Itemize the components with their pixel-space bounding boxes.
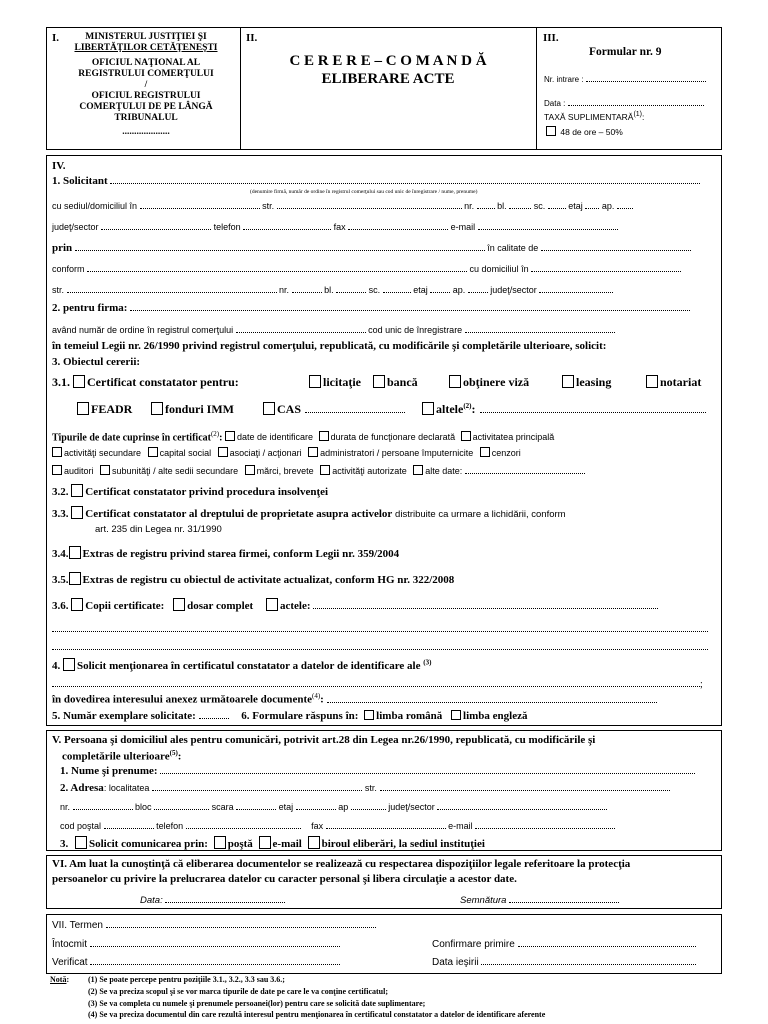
address2-sc-label: sc. [368, 285, 381, 295]
urgent-48h-checkbox[interactable] [546, 126, 556, 136]
altele-label: altele [436, 402, 464, 416]
sediu-ap-field[interactable] [617, 199, 633, 209]
data-types-row-1: Tipurile de date cuprinse în certificat$^{(2)}$: date de identificare durata de funcţionare declarată activitatea principală [52, 430, 555, 444]
v-scara-field[interactable] [236, 800, 276, 810]
email-comm-checkbox[interactable] [259, 836, 271, 849]
copii-checkbox[interactable] [71, 598, 83, 611]
copies-row [52, 709, 528, 722]
romana-label: limba română [376, 710, 443, 722]
feadr-option[interactable] [77, 402, 132, 417]
ministry-line-2: LIBERTĂŢILOR CETĂŢENEŞTI [74, 43, 218, 53]
notariat-checkbox[interactable] [646, 375, 658, 388]
data-types-row-2 [52, 447, 521, 458]
v-scara-label: scara [211, 802, 234, 812]
extras-stare-row[interactable] [52, 546, 399, 560]
copies-field[interactable] [199, 709, 229, 719]
sediu-nr-label: nr. [464, 201, 475, 211]
v-email-label: e-mail [448, 821, 473, 831]
altele-checkbox[interactable] [422, 402, 434, 415]
leasing-option[interactable] [562, 375, 611, 390]
v-name-field[interactable] [160, 764, 695, 774]
leasing-label: leasing [576, 375, 612, 389]
licitatie-label: licitaţie [323, 375, 361, 389]
note-4: (4) Se va preciza documentul din care rezultă interesul pentru menţionarea în certificatul constatator a datelor de identificare aferente [88, 1010, 546, 1019]
proof-field[interactable] [327, 693, 657, 703]
active-note: distribuite ca urmare a lichidării, conform [395, 509, 566, 520]
domiciliu-label: cu domiciliul în [469, 264, 529, 274]
section-v-title-2-text: completările ulterioare [62, 750, 170, 763]
prin-field[interactable] [75, 241, 485, 251]
extras-stare-checkbox[interactable] [69, 546, 81, 559]
iesire-field[interactable] [481, 955, 696, 965]
v-locality-label: : localitatea [103, 783, 150, 793]
onrc-slash: / [144, 80, 148, 90]
t6-label: asociaţi / acţionari [229, 448, 302, 458]
address2-bl-label: bl. [324, 285, 334, 295]
email-comm-label: e-mail [272, 838, 302, 850]
sediu-etaj-label: etaj [568, 201, 583, 211]
banca-label: bancă [387, 375, 418, 389]
urgent-48h-label: 48 de ore – 50% [560, 127, 623, 137]
section-i-ministry [56, 32, 236, 138]
notes-label [50, 975, 69, 984]
v-str-field[interactable] [380, 781, 670, 791]
note-2: (2) Se va preciza scopul şi se vor marca tipurile de date pe care le va conţine certificatul; [88, 987, 389, 996]
altele-option[interactable]: altele$^{(2)}$: [422, 402, 706, 417]
entry-date-text: Data : [544, 99, 566, 108]
t2-label: durata de funcţionare declarată [330, 432, 456, 443]
section-i-number: I. [52, 32, 60, 44]
notes-label-text: Notă [50, 975, 67, 984]
v-judet-label: judeţ/sector [388, 802, 435, 812]
intocmit-row [52, 937, 340, 950]
cui-label: cod unic de înregistrare [368, 325, 463, 335]
copii-label: Copii certificate: [85, 600, 165, 612]
proof-footnote: (4) [312, 692, 321, 700]
judet-label: judeţ/sector [52, 222, 99, 232]
response-language-label: 6. Formulare răspuns în: [241, 710, 359, 722]
telefon-label: telefon [213, 222, 241, 232]
verificat-field[interactable] [90, 955, 340, 965]
v-fax-field[interactable] [326, 819, 446, 829]
sediu-nr-field[interactable] [477, 199, 495, 209]
onrc-line-2: REGISTRULUI COMERŢULUI [78, 69, 214, 79]
insolventa-label: Certificat constatator privind procedura insolvenţei [85, 486, 329, 498]
data-types-label: Tipurile de date cuprinse în certificat [52, 432, 211, 444]
section-v-colon: : [177, 750, 182, 763]
note-3: (3) Se va completa cu numele şi prenumele persoanei(lor) pentru care se solicită date suplimentare; [88, 999, 426, 1008]
v-cod-field[interactable] [104, 819, 154, 829]
active-checkbox[interactable] [71, 506, 83, 519]
birou-label: biroul eliberări, la sediul instituţiei [321, 838, 485, 850]
telefon-field[interactable] [243, 220, 331, 230]
v-nr-field[interactable] [73, 800, 133, 810]
t9-label: auditori [64, 466, 94, 476]
t12-checkbox[interactable] [320, 465, 330, 475]
onrc-line-1: OFICIUL NAŢIONAL AL [91, 58, 201, 68]
t1-checkbox[interactable] [225, 431, 235, 441]
t5-label: capital social [159, 448, 212, 458]
signature-row [460, 893, 619, 906]
t11-label: mărci, brevete [256, 466, 314, 476]
address2-nr-label: nr. [279, 285, 290, 295]
altele-footnote: (2) [463, 402, 472, 410]
extra-fee-footnote: (1) [633, 111, 642, 118]
data-types-footnote: (2) [210, 430, 220, 438]
sediu-label: cu sediul/domiciliul în [52, 201, 138, 211]
notes-label-colon: : [66, 975, 70, 984]
address2-str-label: str. [52, 285, 65, 295]
form-number: Formular nr. 9 [589, 46, 662, 58]
v-name-label: 1. Nume şi prenume: [60, 765, 158, 777]
orc-line-1: OFICIUL REGISTRULUI [91, 91, 201, 101]
extra-fee-label [544, 111, 644, 122]
actele-field[interactable] [313, 599, 658, 609]
address2-ap-label: ap. [452, 285, 466, 295]
legal-basis: în temeiul Legii nr. 26/1990 privind registrul comerţului, republicată, cu modificările şi completările ulterioare, solicit: [52, 340, 607, 352]
email-label: e-mail [450, 222, 476, 232]
confirmare-label: Confirmare primire [432, 939, 515, 950]
v-ap-label: ap [338, 802, 349, 812]
posta-label: poştă [227, 838, 253, 850]
domiciliu-field[interactable] [531, 262, 681, 272]
calitate-field[interactable] [541, 241, 691, 251]
t5-checkbox[interactable] [148, 447, 158, 457]
sediu-ap-label: ap. [601, 201, 615, 211]
proof-row [52, 692, 657, 706]
termen-label: VII. Termen [52, 920, 103, 931]
form-title: C E R E R E – C O M A N D Ă [289, 53, 487, 69]
point-3-2: 3.2. [52, 486, 69, 498]
header-divider-2 [536, 27, 537, 150]
v-bloc-field[interactable] [154, 800, 209, 810]
form-subtitle: ELIBERARE ACTE [321, 71, 455, 87]
termen-field[interactable] [106, 918, 376, 928]
nr-ordine-label: având număr de ordine în registrul comerţului [52, 325, 234, 335]
actele-checkbox[interactable] [266, 598, 278, 611]
mention-checkbox[interactable] [63, 658, 75, 671]
cert-insolventa-row[interactable] [52, 484, 328, 498]
v-cod-label: cod poştal [60, 821, 102, 831]
v-str-label: str. [364, 783, 377, 793]
signature-date-field[interactable] [165, 893, 285, 903]
t7-label: administratori / persoane împuternicite [320, 448, 474, 458]
t4-checkbox[interactable] [52, 447, 62, 457]
t3-label: activitatea principală [472, 432, 555, 443]
v-address-row [60, 781, 670, 794]
cui-field[interactable] [465, 323, 615, 333]
v-ap-field[interactable] [351, 800, 386, 810]
intocmit-label: Întocmit [52, 939, 88, 950]
leasing-checkbox[interactable] [562, 375, 574, 388]
t2-checkbox[interactable] [319, 431, 329, 441]
prin-row [52, 241, 691, 254]
v-address-label: 2. Adresa [60, 782, 104, 794]
section-ii-number: II. [246, 32, 258, 44]
sediu-bl-field[interactable] [509, 199, 531, 209]
conform-row [52, 262, 681, 274]
section-v-footnote: (5) [169, 749, 178, 757]
mention-footnote: (3) [423, 658, 432, 667]
v-contact-row [60, 819, 615, 831]
t8-checkbox[interactable] [480, 447, 490, 457]
entry-date-label [544, 96, 704, 108]
signature-date-row [140, 893, 285, 906]
solicitant-row [52, 174, 700, 187]
v-etaj-field[interactable] [296, 800, 336, 810]
signature-label: Semnătura [460, 895, 507, 906]
solicitant-field[interactable] [110, 174, 700, 184]
copii-row [52, 598, 658, 612]
banca-checkbox[interactable] [373, 375, 385, 388]
v-telefon-label: telefon [156, 821, 184, 831]
fax-field[interactable] [348, 220, 448, 230]
sediu-row [52, 199, 633, 211]
cas-checkbox[interactable] [263, 402, 275, 415]
v-communication-row [60, 836, 485, 850]
notariat-label: notariat [660, 375, 702, 389]
active-note-2: art. 235 din Legea nr. 31/1990 [95, 524, 222, 535]
copies-label: 5. Număr exemplare solicitate: [52, 710, 196, 722]
data-types-row-3 [52, 464, 585, 476]
v-fax-label: fax [311, 821, 324, 831]
entry-number-text: Nr. intrare : [544, 75, 584, 84]
sediu-sc-label: sc. [533, 201, 546, 211]
fax-label: fax [333, 222, 346, 232]
firma-label: 2. pentru firma: [52, 302, 128, 314]
licitatie-option[interactable] [309, 375, 361, 390]
contact-row [52, 220, 618, 232]
point-3-6: 3.6. [52, 600, 69, 612]
t1-label: date de identificare [236, 432, 314, 443]
extras-stare-label: Extras de registru privind starea firmei, conform Legii nr. 359/2004 [82, 548, 400, 560]
point-4: 4. [52, 660, 61, 672]
point-3-1: 3.1. [52, 375, 70, 389]
urgent-48h-option[interactable] [546, 126, 623, 137]
t12-label: activităţi autorizate [332, 466, 407, 476]
note-1: (1) Se poate percepe pentru poziţiile 3.1., 3.2., 3.3 sau 3.6.; [88, 975, 285, 984]
comunicare-checkbox[interactable] [75, 836, 87, 849]
v-email-field[interactable] [475, 819, 615, 829]
t10-label: subunităţi / alte sedii secundare [112, 466, 239, 476]
t13-checkbox[interactable] [413, 465, 423, 475]
imm-option[interactable] [151, 402, 234, 417]
address2-judet-label: judeţ/sector [490, 285, 537, 295]
v-nr-label: nr. [60, 802, 71, 812]
birou-checkbox[interactable] [308, 836, 320, 849]
entry-date-field[interactable] [568, 96, 704, 106]
extra-fee-colon: : [642, 111, 645, 122]
address2-bl-field[interactable] [336, 283, 366, 293]
address2-etaj-field[interactable] [430, 283, 450, 293]
licitatie-checkbox[interactable] [309, 375, 321, 388]
banca-option[interactable] [373, 375, 418, 390]
address-row-2 [52, 283, 613, 295]
cert-active-row[interactable] [52, 506, 566, 520]
mention-field-row[interactable] [52, 677, 703, 690]
v-etaj-label: etaj [278, 802, 294, 812]
copii-continuation-1[interactable] [52, 622, 708, 635]
orc-line-2: COMERŢULUI DE PE LÂNGĂ [79, 102, 213, 112]
cert-checkbox[interactable] [73, 375, 85, 388]
extras-obiect-checkbox[interactable] [69, 572, 81, 585]
firma-field[interactable] [130, 301, 690, 311]
header-divider-1 [240, 27, 241, 150]
romana-checkbox[interactable] [364, 710, 374, 720]
t7-checkbox[interactable] [308, 447, 318, 457]
imm-label: fonduri IMM [165, 402, 234, 416]
sediu-etaj-field[interactable] [585, 199, 599, 209]
point-3-5: 3.5. [52, 574, 69, 586]
request-object-heading: 3. Obiectul cererii: [52, 356, 141, 368]
conform-field[interactable] [87, 262, 467, 272]
extras-obiect-row[interactable] [52, 572, 454, 586]
comunicare-label: Solicit comunicarea prin: [89, 838, 208, 850]
t6-checkbox[interactable] [218, 447, 228, 457]
engleza-label: limba engleză [463, 710, 528, 722]
intocmit-field[interactable] [90, 937, 340, 947]
imm-checkbox[interactable] [151, 402, 163, 415]
altele-field[interactable] [480, 403, 706, 413]
email-field[interactable] [478, 220, 618, 230]
signature-field[interactable] [509, 893, 619, 903]
section-v-title-2 [62, 749, 181, 763]
mention-semicolon: ; [700, 679, 703, 690]
address2-etaj-label: etaj [413, 285, 428, 295]
cas-field[interactable] [305, 403, 405, 413]
t10-checkbox[interactable] [100, 465, 110, 475]
calitate-label: în calitate de [487, 243, 539, 253]
confirmare-field[interactable] [518, 937, 696, 947]
cert-row-1 [52, 375, 239, 390]
v-judet-field[interactable] [437, 800, 607, 810]
t13-label: alte date: [425, 466, 463, 476]
nr-ordine-field[interactable] [236, 323, 366, 333]
prin-label: prin [52, 242, 73, 254]
v-address-row-2 [60, 800, 607, 812]
section-v-title-1: V. Persoana şi domiciliul ales pentru comunicări, potrivit art.28 din Legea nr.26/1990, republicată, cu modificările şi [52, 734, 596, 746]
notariat-option[interactable] [646, 375, 701, 390]
feadr-checkbox[interactable] [77, 402, 89, 415]
sediu-str-field[interactable] [277, 199, 462, 209]
sediu-field[interactable] [140, 199, 260, 209]
address2-sc-field[interactable] [383, 283, 411, 293]
address2-str-field[interactable] [67, 283, 277, 293]
mention-label: Solicit menţionarea în certificatul constatator a datelor de identificare ale [77, 660, 421, 672]
section-iv-number: IV. [52, 160, 66, 172]
address2-judet-field[interactable] [539, 283, 613, 293]
t8-label: cenzori [491, 448, 521, 458]
solicitant-label: 1. Solicitant [52, 175, 108, 187]
engleza-checkbox[interactable] [451, 710, 461, 720]
sediu-bl-label: bl. [497, 201, 507, 211]
tribunal-dots: .................... [122, 127, 170, 137]
point-3-4: 3.4. [52, 548, 69, 560]
sediu-str-label: str. [262, 201, 275, 211]
active-label: Certificat constatator al dreptului de proprietate asupra activelor [85, 508, 393, 520]
address2-ap-field[interactable] [468, 283, 488, 293]
iesire-label: Data ieşirii [432, 957, 479, 968]
signature-date-label: Data: [140, 895, 163, 906]
dosar-label: dosar complet [187, 600, 254, 612]
t3-checkbox[interactable] [461, 431, 471, 441]
v-name-row [60, 764, 695, 777]
judet-field[interactable] [101, 220, 211, 230]
feadr-label: FEADR [91, 402, 133, 416]
section-iii-number: III. [543, 32, 559, 44]
viza-label: obţinere viză [463, 375, 530, 389]
insolventa-checkbox[interactable] [71, 484, 83, 497]
cas-option[interactable] [263, 402, 405, 417]
v-locality-field[interactable] [152, 781, 362, 791]
gdpr-text-1: VI. Am luat la cunoştinţă că eliberarea documentelor se realizează cu respectarea dispoziţiilor legale referitoare la protecţia [52, 858, 631, 870]
solicitant-note: (denumire firmă, număr de ordine în registrul comerţului sau cod unic de înregistrare / nume, prenume) [250, 189, 478, 195]
entry-number-label [544, 72, 706, 84]
confirmare-row [432, 937, 696, 950]
address2-nr-field[interactable] [292, 283, 322, 293]
proof-label: în dovedirea interesului anexez următoarele documente [52, 693, 312, 706]
mention-row[interactable] [52, 658, 431, 672]
gdpr-text-2: persoanelor cu privire la prelucrarea datelor cu caracter personal şi libera circulaţie a acestor date. [52, 873, 517, 885]
t9-checkbox[interactable] [52, 465, 62, 475]
t11-checkbox[interactable] [245, 465, 255, 475]
viza-option[interactable] [449, 375, 529, 390]
orc-line-3: TRIBUNALUL [114, 113, 178, 123]
point-3-3: 3.3. [52, 508, 69, 520]
registration-row [52, 323, 615, 335]
copii-continuation-2[interactable] [52, 640, 708, 653]
t4-label: activităţi secundare [64, 448, 142, 458]
actele-label: actele: [279, 600, 311, 612]
proof-colon: : [320, 693, 324, 706]
v-bloc-label: bloc [135, 802, 152, 812]
viza-checkbox[interactable] [449, 375, 461, 388]
cas-label: CAS [277, 402, 302, 416]
v-telefon-field[interactable] [186, 819, 301, 829]
dosar-checkbox[interactable] [173, 598, 185, 611]
ministry-line-1: MINISTERUL JUSTIŢIEI ŞI [85, 32, 207, 42]
extras-obiect-label: Extras de registru cu obiectul de activitate actualizat, conform HG nr. 322/2008 [82, 574, 455, 586]
posta-checkbox[interactable] [214, 836, 226, 849]
verificat-row [52, 955, 340, 968]
v-point-3: 3. [60, 838, 69, 850]
extra-fee-text: TAXĂ SUPLIMENTARĂ [544, 111, 634, 122]
termen-row [52, 918, 376, 931]
conform-label: conform [52, 264, 85, 274]
firma-row [52, 301, 690, 314]
entry-number-field[interactable] [586, 72, 706, 82]
verificat-label: Verificat [52, 957, 88, 968]
sediu-sc-field[interactable] [548, 199, 566, 209]
cert-pentru-label: Certificat constatator pentru: [87, 375, 239, 389]
t13-field[interactable] [465, 464, 585, 474]
iesire-row [432, 955, 696, 968]
